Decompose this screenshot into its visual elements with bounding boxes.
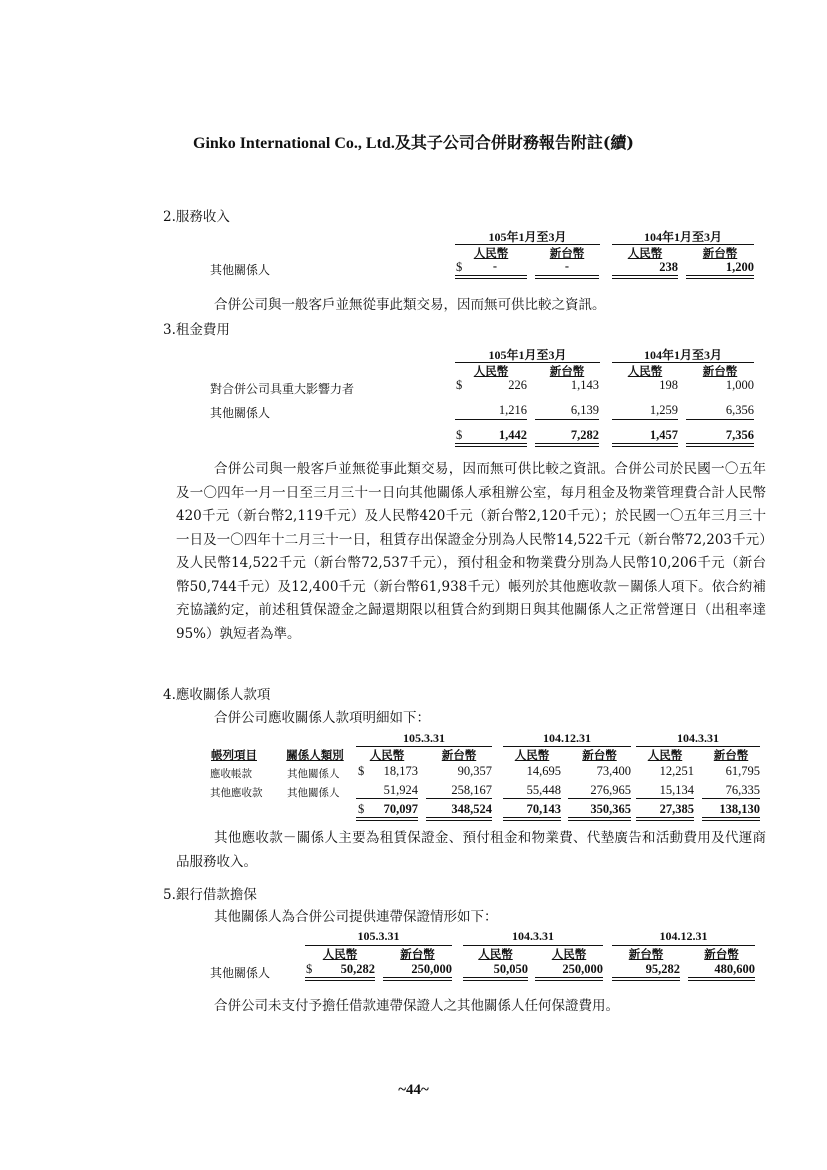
total-double-rule (612, 275, 678, 279)
row-category: 其他關係人 (287, 787, 340, 799)
value-cell: 250,000 (562, 962, 603, 976)
column-header: 人民幣 (551, 947, 587, 961)
total-cell: 27,385 (659, 802, 694, 816)
period-header: 105年1月至3月 (488, 230, 567, 244)
column-header: 人民幣 (369, 748, 405, 762)
value-cell: 226 (508, 378, 527, 392)
value-cell: 238 (659, 260, 678, 274)
value-cell: 198 (659, 378, 678, 392)
row-label: 其他關係人 (210, 263, 271, 277)
column-header: 人民幣 (473, 246, 509, 260)
value-cell: - (492, 259, 498, 273)
column-header: 關係人類別 (286, 748, 344, 762)
total-double-rule (455, 275, 527, 279)
total-double-rule (356, 817, 418, 821)
total-double-rule (463, 977, 528, 981)
section-4-intro: 合併公司應收關係人款項明細如下： (214, 710, 430, 726)
column-header: 新台幣 (549, 246, 585, 260)
value-cell: 76,335 (725, 783, 760, 797)
total-double-rule (612, 443, 678, 447)
total-cell: 350,365 (590, 802, 631, 816)
column-header: 人民幣 (478, 947, 513, 961)
column-header: 人民幣 (514, 748, 550, 762)
period-header: 104年1月至3月 (643, 348, 722, 362)
dollar-sign: $ (358, 802, 365, 816)
total-double-rule (383, 977, 452, 981)
subtotal-rule (702, 798, 760, 799)
column-header: 人民幣 (647, 748, 683, 762)
subtotal-rule (636, 798, 694, 799)
value-cell: 55,448 (526, 783, 561, 797)
total-double-rule (636, 817, 694, 821)
section-3-heading: 3.租金費用 (163, 322, 230, 338)
total-double-rule (686, 275, 754, 279)
total-double-rule (702, 817, 760, 821)
value-cell: 480,600 (714, 962, 755, 976)
section-2-note: 合併公司與一般客戶並無從事此類交易，因而無可供比較之資訊。 (214, 297, 606, 313)
dollar-sign: $ (306, 962, 313, 976)
section-4-heading: 4.應收關係人款項 (163, 687, 271, 703)
value-cell: 1,216 (498, 403, 527, 417)
page-number: ~44~ (398, 1082, 429, 1098)
section-5-note: 合併公司未支付予擔任借款連帶保證人之其他關係人任何保證費用。 (214, 998, 619, 1014)
subtotal-rule (568, 798, 631, 799)
total-cell: 70,097 (383, 802, 418, 816)
total-cell: 348,524 (451, 802, 492, 816)
total-double-rule (426, 817, 492, 821)
total-double-rule (503, 817, 561, 821)
column-header: 新台幣 (441, 748, 477, 762)
column-header: 新台幣 (582, 748, 617, 762)
period-header: 105年1月至3月 (488, 348, 567, 362)
total-cell: 70,143 (526, 802, 561, 816)
row-category: 其他關係人 (287, 768, 340, 780)
page-title (0, 130, 827, 153)
total-cell: 7,356 (725, 428, 754, 442)
value-cell: 276,965 (590, 783, 631, 797)
value-cell: 15,134 (659, 783, 694, 797)
period-header: 104.3.31 (512, 929, 554, 943)
value-cell: 73,400 (596, 764, 631, 778)
section-2-heading: 2.服務收入 (163, 209, 230, 225)
subtotal-rule (686, 419, 754, 420)
total-double-rule (688, 977, 755, 981)
column-header: 新台幣 (628, 947, 664, 961)
period-header: 104.3.31 (677, 731, 719, 745)
value-cell: 1,200 (725, 260, 754, 274)
subtotal-rule (356, 798, 418, 799)
value-cell: 14,695 (526, 764, 561, 778)
title-suffix: 及其子公司合併財務報告附註(續) (394, 133, 634, 152)
dollar-sign: $ (456, 260, 463, 274)
subtotal-rule (426, 798, 492, 799)
column-header: 人民幣 (322, 947, 358, 961)
column-header: 新台幣 (702, 364, 738, 378)
value-cell: 18,173 (383, 764, 418, 778)
total-cell: 1,442 (498, 428, 527, 442)
period-header: 104.12.31 (659, 929, 708, 943)
total-cell: 138,130 (719, 802, 760, 816)
row-item: 其他應收款 (210, 787, 263, 799)
value-cell: 50,050 (493, 962, 528, 976)
dollar-sign: $ (456, 428, 463, 442)
total-double-rule (535, 977, 603, 981)
column-header: 新台幣 (702, 246, 738, 260)
value-cell: 95,282 (645, 962, 680, 976)
value-cell: 250,000 (411, 962, 452, 976)
value-cell: 258,167 (451, 783, 492, 797)
total-double-rule (535, 443, 599, 447)
column-header: 新台幣 (704, 947, 739, 961)
subtotal-rule (503, 798, 561, 799)
value-cell: 51,924 (383, 783, 418, 797)
subtotal-rule (535, 419, 599, 420)
column-header: 新台幣 (549, 364, 585, 378)
value-cell: 50,282 (340, 962, 375, 976)
column-header: 新台幣 (400, 947, 435, 961)
row-label: 其他關係人 (210, 966, 271, 980)
total-double-rule (686, 443, 754, 447)
title-company: Ginko International Co., Ltd. (193, 135, 395, 152)
value-cell: 12,251 (659, 764, 694, 778)
section-5-heading: 5.銀行借款擔保 (163, 887, 257, 903)
value-cell: 90,357 (457, 764, 492, 778)
section-4-note: 其他應收款－關係人主要為租賃保證金、預付租金和物業費、代墊廣告和活動費用及代運商品服務收入。 (176, 830, 766, 870)
value-cell: 1,259 (649, 403, 678, 417)
value-cell: 6,356 (725, 403, 754, 417)
row-item: 應收帳款 (210, 768, 252, 780)
total-double-rule (305, 977, 375, 981)
total-double-rule (455, 443, 527, 447)
total-double-rule (568, 817, 631, 821)
dollar-sign: $ (456, 378, 463, 392)
value-cell: 6,139 (570, 403, 599, 417)
column-header: 帳列項目 (211, 748, 257, 762)
subtotal-rule (612, 419, 678, 420)
row-label: 對合併公司具重大影響力者 (210, 382, 355, 396)
total-double-rule (612, 977, 680, 981)
period-header: 105.3.31 (357, 929, 400, 943)
value-cell: 1,000 (725, 378, 754, 392)
period-header: 104.12.31 (543, 731, 591, 745)
section-5-intro: 其他關係人為合併公司提供連帶保證情形如下： (214, 909, 498, 925)
dollar-sign: $ (358, 764, 365, 778)
period-header: 105.3.31 (403, 731, 445, 745)
value-cell: 61,795 (725, 764, 760, 778)
total-cell: 1,457 (649, 428, 678, 442)
total-cell: 7,282 (570, 428, 599, 442)
value-cell: 1,143 (570, 378, 599, 392)
column-header: 新台幣 (713, 748, 749, 762)
row-label: 其他關係人 (210, 406, 271, 420)
section-3-paragraph: 合併公司與一般客戶並無從事此類交易，因而無可供比較之資訊。合併公司於民國一〇五年及一〇四年一月一日至三月三十一日向其他關係人承租辦公室，每月租金及物業管理費合計人民幣420千元（新台幣2,119千元）及人民幣420千元（新台幣2,120千元）；於民國一〇五年三月三十一日及一〇四年十二月三十一日，租賃存出保證金分別為人民幣14,522千元（新台幣72,203千元）及人民幣14,522千元（新台幣72,537千元），預付租金和物業費分別為人民幣10,206千元（新台幣50,744千元）及12,400千元（新台幣61,938千元）帳列於其他應收款－關係人項下。依合約補充協議約定，前述租賃保證金之歸還期限以租賃合約到期日與其他關係人之正常營運日（出租率達95%）孰短者為準。 (176, 461, 766, 642)
column-header: 人民幣 (627, 246, 663, 260)
total-double-rule (535, 275, 599, 279)
period-header: 104年1月至3月 (643, 230, 722, 244)
column-header: 人民幣 (473, 364, 509, 378)
column-header: 人民幣 (627, 364, 663, 378)
subtotal-rule (455, 419, 527, 420)
value-cell: - (564, 259, 570, 273)
